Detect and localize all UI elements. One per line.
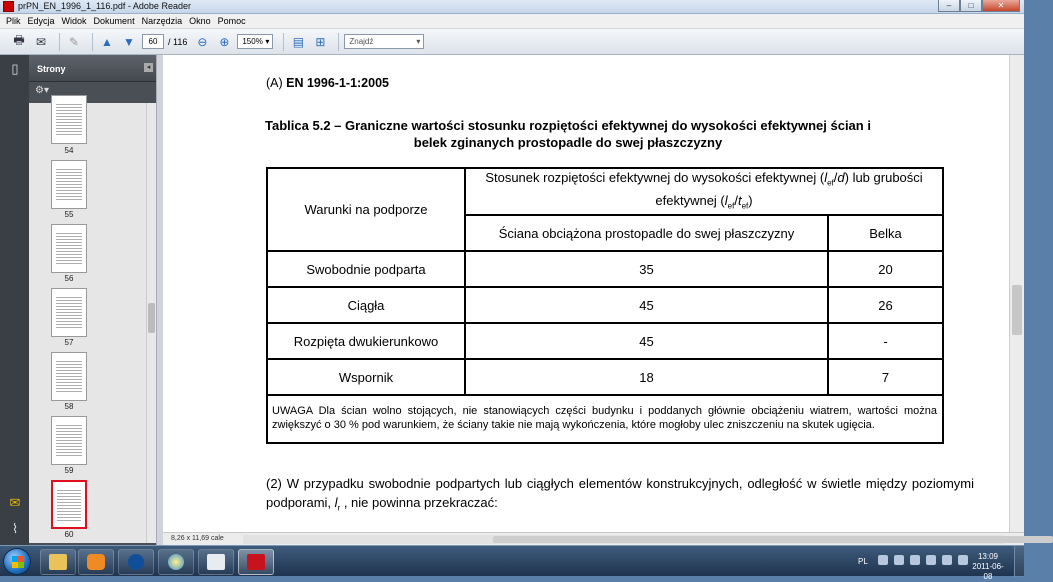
tray-power-icon[interactable] [926,555,936,565]
header-ratio-d: d [837,170,845,185]
header-beam: Belka [828,215,943,251]
tray-arrow-icon[interactable] [878,555,888,565]
page-thumbnail[interactable] [51,416,87,465]
header-ratio [465,168,943,215]
comment-icon[interactable]: ✎ [68,34,80,49]
table-row [267,251,943,287]
standard-code: EN 1996-1-1:2005 [286,76,389,90]
header-ratio-slash2: / [734,192,738,208]
navigation-strip [0,55,29,545]
maximize-button[interactable]: □ [960,0,982,12]
document-view [163,55,1009,532]
menu-view[interactable]: Widok [61,16,87,26]
browser-icon[interactable] [158,549,194,575]
pages-icon[interactable]: ▯ [11,61,19,76]
chevron-down-icon: ▾ [416,37,421,46]
documents-icon[interactable] [198,549,234,575]
thumbnail-label: 57 [64,338,74,347]
header-ratio-slash: / [833,170,838,185]
pages-panel-header [29,55,156,82]
thumbnail-scrollbar[interactable] [146,103,156,543]
menu-file[interactable]: Plik [6,16,21,26]
cell-wall: 45 [465,323,828,359]
zoom-select[interactable] [237,34,273,49]
clock-time: 13:09 [977,552,999,561]
page-thumbnail[interactable] [51,288,87,337]
clock[interactable] [968,552,1008,582]
header-ratio-t: t [737,192,742,208]
page-thumbnail[interactable] [51,160,87,209]
cell-wall: 35 [465,251,828,287]
fit-page-icon[interactable]: ▤ [292,34,305,49]
system-tray [878,555,974,565]
menu-bar [0,14,1024,29]
page-thumbnail[interactable] [51,95,87,144]
limits-table [266,167,944,444]
menu-tools[interactable]: Narzędzia [141,16,183,26]
table-row [267,359,943,395]
page-thumbnail[interactable] [51,352,87,401]
comments-icon[interactable]: ✉ [9,495,21,510]
table-row [267,323,943,359]
header-ratio-sub: ef [827,178,834,188]
page-size-label: 8,26 x 11,69 cale [171,535,224,542]
windows-taskbar [0,545,1024,581]
tray-wifi-icon[interactable] [958,555,968,565]
paragraph-text: (2) W przypadku swobodnie podpartych lub ciągłych elementów konstrukcyjnych, odległość w świetle między poziomymi podporami, [266,476,974,510]
minimize-button[interactable]: – [938,0,960,12]
cell-wall: 18 [465,359,828,395]
zoom-value: 150% [242,37,263,46]
language-indicator[interactable]: PL [858,557,868,566]
header-ratio-l: l [824,170,828,185]
tray-flag-icon[interactable] [910,555,920,565]
window-title: prPN_EN_1996_1_116.pdf - Adobe Reader [18,1,191,11]
header-support: Warunki na podporze [267,168,465,251]
fit-width-icon[interactable]: ⊞ [315,34,326,49]
document-header [266,76,389,90]
header-ratio-text: Stosunek rozpiętości efektywnej do wysokości efektywnej ( [485,170,825,185]
panel-splitter[interactable] [156,55,163,545]
page-number-input[interactable]: 60 [142,34,164,49]
explorer-icon[interactable] [40,549,76,575]
show-desktop-button[interactable] [1014,546,1024,577]
prev-page-icon[interactable]: ▲ [101,34,113,49]
print-icon[interactable]: 🖶 [13,33,25,47]
toolbar-separator [283,33,284,51]
paragraph-symbol-sub: r [337,503,341,513]
clock-date: 2011-06-08 [972,562,1004,581]
window-controls [938,0,1020,13]
thumbnail-label: 60 [64,530,74,539]
adobe-reader-icon[interactable] [238,549,274,575]
email-icon[interactable]: ✉ [35,34,47,49]
header-ratio-sub3: ef [741,201,749,211]
title-bar [0,0,1024,14]
document-vertical-scrollbar[interactable] [1009,55,1024,532]
menu-document[interactable]: Dokument [93,16,135,26]
document-horizontal-scrollbar[interactable] [243,535,1003,544]
toolbar-separator [59,33,60,51]
menu-help[interactable]: Pomoc [217,16,246,26]
header-ratio-text2: ) lub grubości efektywnej ( [655,170,923,208]
table-title: Tablica 5.2 – Graniczne wartości stosunku rozpiętości efektywnej do wysokości efektywnej ścian i belek zginanych prostopadle do swej płaszczyzny [265,118,871,150]
menu-edit[interactable]: Edycja [27,16,55,26]
zoom-in-icon[interactable]: ⊕ [219,34,230,49]
header-prefix: (A) [266,76,287,90]
pages-panel-title: Strony [37,64,66,74]
cell-support: Ciągła [267,287,465,323]
close-button[interactable]: ✕ [982,0,1020,12]
toolbar-separator [92,33,93,51]
page-thumbnail[interactable] [51,224,87,273]
toolbar [0,29,1024,55]
chevron-down-icon: ▾ [265,37,270,46]
cell-support: Rozpięta dwukierunkowo [267,323,465,359]
table-note: UWAGA Dla ścian wolno stojących, nie stanowiących części budynku i poddanych głównie obciążeniu wiatrem, wartości można zwiększyć o 30 % pod warunkiem, że ściany takie nie mają wykończenia, które mogłoby ulec zniszczeniu na skutek ugięcia. [267,395,943,443]
table-row [267,287,943,323]
header-ratio-end: ) [748,192,753,208]
scrollbar-thumb[interactable] [493,536,1053,543]
media-player-icon[interactable] [78,549,114,575]
thumbnail-label: 59 [64,466,74,475]
thumbnail-label: 55 [64,210,74,219]
scrollbar-thumb[interactable] [1012,285,1022,335]
header-ratio-l2: l [724,192,728,208]
page-total: / 116 [168,36,188,47]
header-wall: Ściana obciążona prostopadle do swej płaszczyzny [465,215,828,251]
start-button[interactable] [3,548,31,575]
cell-wall: 45 [465,287,828,323]
search-placeholder: Znajdź [349,37,374,46]
paragraph-symbol-l: l [334,495,338,510]
tray-network-icon[interactable] [894,555,904,565]
cell-beam: 26 [828,287,943,323]
hp-icon[interactable] [118,549,154,575]
cell-support: Swobodnie podparta [267,251,465,287]
thumbnail-list [29,103,156,543]
cell-beam: - [828,323,943,359]
thumbnail-label: 54 [64,146,74,155]
body-paragraph [266,474,974,518]
cell-support: Wspornik [267,359,465,395]
thumbnail-label: 58 [64,402,74,411]
tray-volume-icon[interactable] [942,555,952,565]
pages-panel [29,55,156,545]
search-input[interactable] [344,34,424,49]
cell-beam: 20 [828,251,943,287]
cell-beam: 7 [828,359,943,395]
menu-window[interactable]: Okno [189,16,211,26]
adobe-reader-app-icon [3,1,14,12]
options-menu-icon[interactable]: ⚙▾ [35,85,49,96]
next-page-icon[interactable]: ▼ [123,34,135,49]
toolbar-separator [338,33,339,51]
windows-logo-icon [12,556,24,568]
panel-collapse-button[interactable]: ◂ [144,63,153,72]
page-thumbnail-selected[interactable] [51,480,87,529]
attachment-icon[interactable]: ⌇ [11,521,19,536]
thumbnail-label: 56 [64,274,74,283]
zoom-out-icon[interactable]: ⊖ [197,34,208,49]
status-bar [163,532,1024,545]
paragraph-text-end: , nie powinna przekraczać: [340,495,498,510]
scrollbar-thumb[interactable] [148,303,155,333]
header-ratio-sub2: ef [727,201,735,211]
